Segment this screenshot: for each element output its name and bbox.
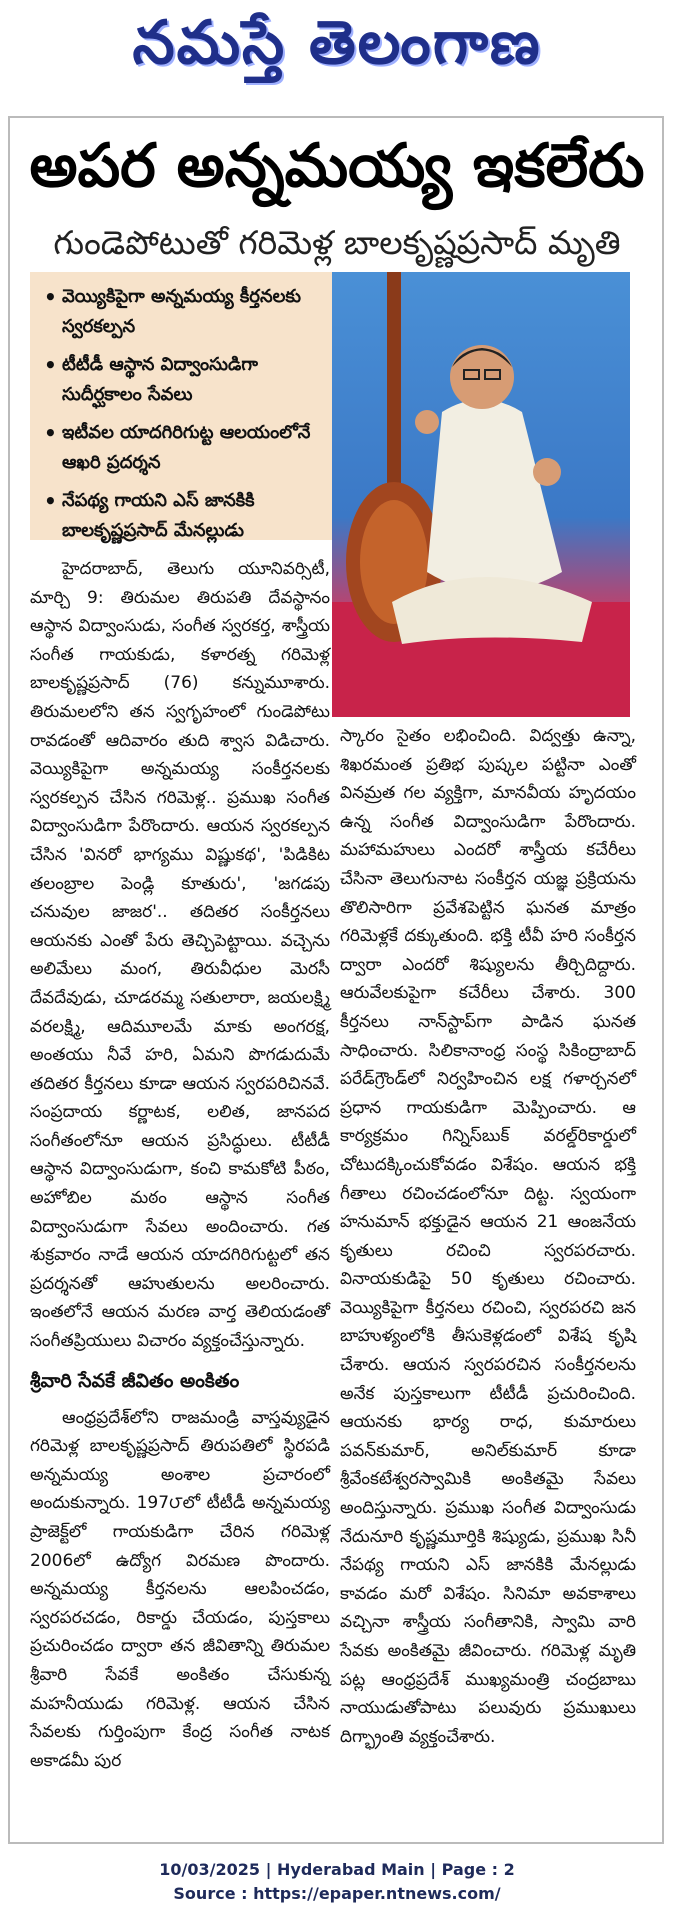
masthead [0, 0, 674, 110]
highlights-box [30, 272, 332, 540]
article-photo [332, 272, 630, 717]
footer-source-line: Source : https://epaper.ntnews.com/ [173, 1884, 501, 1903]
singer-with-tanpura-illustration [332, 272, 630, 717]
footer-edition-line: 10/03/2025 | Hyderabad Main | Page : 2 [159, 1860, 515, 1879]
article-paragraph: హైదరాబాద్, తెలుగు యూనివర్సిటీ, మార్చి 9: తిరుమల తిరుపతి దేవస్థానం ఆస్థాన విద్వాంసుడు, సంగీత స్వరకర్త, శాస్త్రీయ సంగీత గాయకుడు, కళారత్న గరిమెళ్ల బాలకృష్ణప్రసాద్ (76) కన్నుమూశారు. తిరుమలలోని తన స్వగృహంలో గుండెపోటు రావడంతో ఆదివారం తుది శ్వాస విడిచారు. వెయ్యికిపైగా అన్నమయ్య సంకీర్తనలకు స్వరకల్పన చేసిన గరిమెళ్ల.. ప్రముఖ సంగీత విద్వాంసుడిగా పేరొందారు. ఆయన స్వరకల్పన చేసిన 'వినరో భాగ్యము విష్ణుకథ', 'పిడికిట తలంబ్రాల పెండ్లి కూతురు', 'జగడపు చనువుల జాజర'.. తదితర సంకీర్తనలు ఆయనకు ఎంతో పేరు తెచ్చిపెట్టాయి. వచ్చెను అలిమేలు మంగ, తిరువీధుల మెరసీ దేవదేవుడు, చూడరమ్మ సతులారా, జయలక్ష్మి వరలక్ష్మి, ఆదిమూలమే మాకు అంగరక్ష, అంతయు నీవే హరి, ఏమని పొగడుదుమే తదితర కీర్తనలు కూడా ఆయన స్వరపరిచినవే. సంప్రదాయ కర్ణాటక, లలిత, జానపద సంగీతంలోనూ ఆయన ప్రసిద్ధులు. టీటీడీ ఆస్థాన విద్వాంసుడుగా, కంచి కామకోటి పీఠం, అహోబిల మఠం ఆస్థాన సంగీత విద్వాంసుడుగా సేవలు అందించారు. గత శుక్రవారం నాడే ఆయన యాదగిరిగుట్టలో తన ప్రదర్శనతో ఆహుతులను అలరించారు. ఇంతలోనే ఆయన మరణ వార్త తెలియడంతో సంగీతప్రియులు విచారం వ్యక్తంచేస్తున్నారు. [30, 559, 330, 1352]
article-column-left [30, 555, 330, 1775]
subheadline: గుండెపోటుతో గరిమెళ్ల బాలకృష్ణప్రసాద్ మృతి [53, 223, 621, 262]
article-paragraph: స్కారం సైతం లభించింది. విద్వత్తు ఉన్నా, శిఖరమంత ప్రతిభ పుష్కల పట్టినా ఎంతో వినమ్రత గల వ్యక్తిగా, మానవీయ హృదయం ఉన్న సంగీత విద్వాంసుడిగా పేరొందారు. మహామహులు ఎందరో శాస్త్రీయ కచేరీలు చేసినా తెలుగునాట సంకీర్తన యజ్ఞ ప్రక్రియను తొలిసారిగా ప్రవేశపెట్టిన ఘనత మాత్రం గరిమెళ్లకే దక్కుతుంది. భక్తి టీవీ హరి సంకీర్తన ద్వారా ఎందరో శిష్యులను తీర్చిదిద్దారు. ఆరువేలకుపైగా కచేరీలు చేశారు. 300 కీర్తనలు నాన్‌స్టాప్‌గా పాడిన ఘనత సాధించారు. సిలికానాంధ్ర సంస్థ సికింద్రాబాద్ పరేడ్‌గ్రౌండ్‌లో నిర్వహించిన లక్ష గళార్చనలో ప్రధాన గాయకుడిగా మెప్పించారు. ఆ కార్యక్రమం గిన్నిస్‌బుక్ వరల్డ్‌రికార్డులో చోటుదక్కించుకోవడం విశేషం. ఆయన భక్తి గీతాలు రచించడంలోనూ దిట్ట. స్వయంగా హనుమాన్ భక్తుడైన ఆయన 21 ఆంజనేయ కృతులు రచించి స్వరపరచారు. వినాయకుడిపై 50 కృతులు రచించారు. వెయ్యికిపైగా కీర్తనలు రచించి, స్వరపరచి జన బాహుళ్యంలోకి తీసుకెళ్లడంలో విశేష కృషి చేశారు. ఆయన స్వరపరచిన సంకీర్తనలను అనేక పుస్తకాలుగా టీటీడీ ప్రచురించింది. ఆయనకు భార్య రాధ, కుమారులు పవన్‌కుమార్, అనిల్‌కుమార్ కూడా శ్రీవేంకటేశ్వరస్వామికి అంకితమై సేవలు అందిస్తున్నారు. ప్రముఖ సంగీత విద్వాంసుడు నేదునూరి కృష్ణమూర్తికి శిష్యుడు, ప్రముఖ సినీ నేపథ్య గాయని ఎస్ జానకికి మేనల్లుడు కావడం మరో విశేషం. సినిమా అవకాశాలు వచ్చినా శాస్త్రీయ సంగీతానికి, స్వామి వారి సేవకు అంకితమై జీవించారు. గరిమెళ్ల మృతి పట్ల ఆంధ్రప్రదేశ్ ముఖ్యమంత్రి చంద్రబాబు నాయుడుతోపాటు పలువురు ప్రముఖులు దిగ్భ్రాంతి వ్యక్తంచేశారు. [340, 726, 636, 1747]
article-column-right [340, 722, 636, 1751]
highlight-item: • వెయ్యికిపైగా అన్నమయ్య కీర్తనలకు స్వరకల్పన [44, 282, 322, 342]
highlight-item: • టీటీడీ ఆస్థాన విద్వాంసుడిగా సుదీర్ఘకాలం సేవలు [44, 350, 322, 410]
footer [0, 1858, 674, 1906]
highlight-item: • నేపథ్య గాయని ఎస్ జానకికి బాలకృష్ణప్రసాద్ మేనల్లుడు [44, 486, 322, 546]
article-paragraph: ఆంధ్రప్రదేశ్‌లోని రాజమండ్రి వాస్తవ్యుడైన గరిమెళ్ల బాలకృష్ణప్రసాద్ తిరుపతిలో స్థిరపడి అన్నమయ్య అంశాల ప్రచారంలో అందుకున్నారు. 197౮లో టీటీడీ అన్నమయ్య ప్రాజెక్ట్‌లో గాయకుడిగా చేరిన గరిమెళ్ల 2006లో ఉద్యోగ విరమణ పొందారు. అన్నమయ్య కీర్తనలను ఆలపించడం, స్వరపరచడం, రికార్డు చేయడం, పుస్తకాలు ప్రచురించడం ద్వారా తన జీవితాన్ని తిరుమల శ్రీవారి సేవకే అంకితం చేసుకున్న మహనీయుడు గరిమెళ్ల. ఆయన చేసిన సేవలకు గుర్తింపుగా కేంద్ర సంగీత నాటక అకాడమీ పుర [30, 1407, 330, 1771]
section-heading: శ్రీవారి సేవకే జీవితం అంకితం [30, 1369, 240, 1392]
highlight-item: • ఇటీవల యాదగిరిగుట్ట ఆలయంలోనే ఆఖరి ప్రదర్శన [44, 418, 322, 478]
masthead-logo: నమస్తే తెలంగాణ [132, 8, 542, 78]
headline: అపర అన్నమయ్య ఇకలేరు [29, 131, 645, 201]
